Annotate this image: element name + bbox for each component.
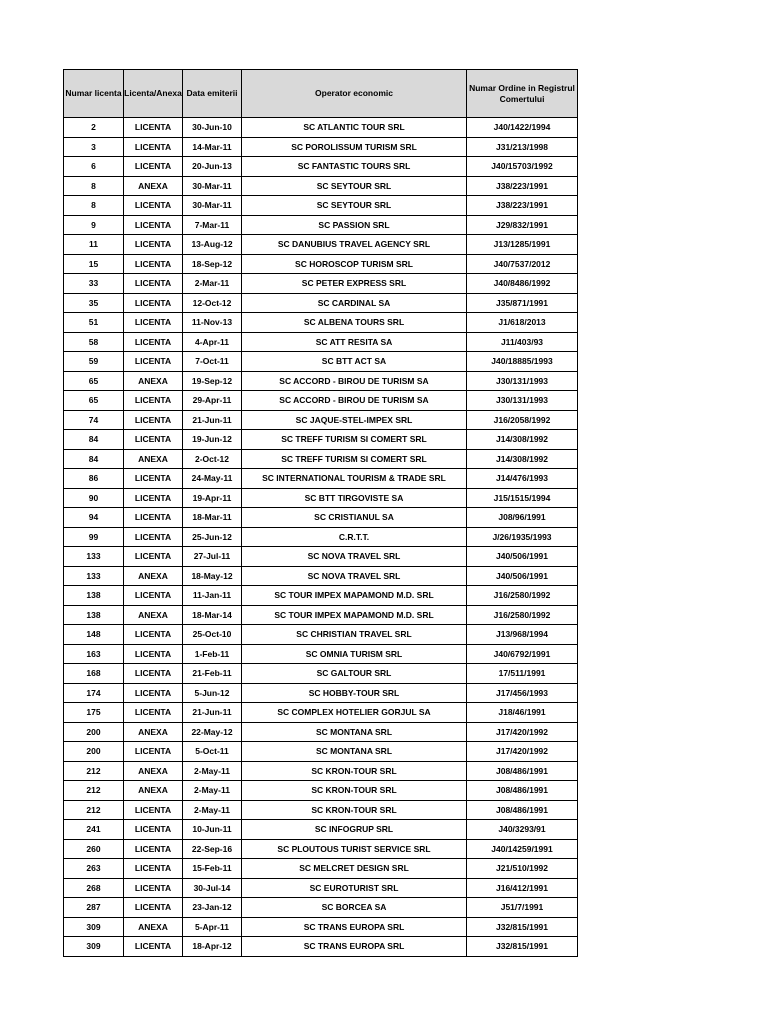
table-row	[64, 274, 578, 294]
cell-data-emiterii: 2-May-11	[183, 800, 242, 820]
cell-numar-ordine: J16/412/1991	[467, 878, 578, 898]
cell-numar-ordine: J16/2058/1992	[467, 410, 578, 430]
table-row	[64, 839, 578, 859]
header-row	[64, 70, 578, 118]
cell-numar-ordine: J14/308/1992	[467, 430, 578, 450]
license-table	[63, 69, 578, 957]
cell-operator-economic: SC JAQUE-STEL-IMPEX SRL	[242, 410, 467, 430]
cell-licenta-anexa: LICENTA	[124, 469, 183, 489]
cell-numar-licenta: 15	[64, 254, 124, 274]
cell-licenta-anexa: LICENTA	[124, 196, 183, 216]
cell-operator-economic: SC KRON-TOUR SRL	[242, 761, 467, 781]
cell-data-emiterii: 19-Apr-11	[183, 488, 242, 508]
cell-operator-economic: SC HOBBY-TOUR SRL	[242, 683, 467, 703]
cell-operator-economic: SC PLOUTOUS TURIST SERVICE SRL	[242, 839, 467, 859]
cell-numar-ordine: J40/506/1991	[467, 547, 578, 567]
cell-operator-economic: SC ACCORD - BIROU DE TURISM SA	[242, 371, 467, 391]
cell-operator-economic: SC SEYTOUR SRL	[242, 176, 467, 196]
cell-numar-licenta: 65	[64, 391, 124, 411]
cell-licenta-anexa: ANEXA	[124, 605, 183, 625]
table-row	[64, 508, 578, 528]
table-row	[64, 235, 578, 255]
table-row	[64, 469, 578, 489]
cell-data-emiterii: 24-May-11	[183, 469, 242, 489]
cell-data-emiterii: 22-Sep-16	[183, 839, 242, 859]
cell-numar-licenta: 59	[64, 352, 124, 372]
table-row	[64, 547, 578, 567]
table-row	[64, 332, 578, 352]
cell-operator-economic: SC MONTANA SRL	[242, 742, 467, 762]
cell-numar-ordine: J40/7537/2012	[467, 254, 578, 274]
cell-numar-ordine: J/26/1935/1993	[467, 527, 578, 547]
cell-numar-licenta: 138	[64, 586, 124, 606]
cell-data-emiterii: 18-Sep-12	[183, 254, 242, 274]
table-row	[64, 664, 578, 684]
cell-numar-licenta: 200	[64, 742, 124, 762]
table-row	[64, 430, 578, 450]
table-row	[64, 703, 578, 723]
table-row	[64, 644, 578, 664]
table-row	[64, 371, 578, 391]
cell-numar-licenta: 241	[64, 820, 124, 840]
cell-data-emiterii: 10-Jun-11	[183, 820, 242, 840]
cell-numar-ordine: J40/18885/1993	[467, 352, 578, 372]
cell-numar-ordine: J13/1285/1991	[467, 235, 578, 255]
table-row	[64, 625, 578, 645]
cell-licenta-anexa: ANEXA	[124, 449, 183, 469]
cell-data-emiterii: 2-Mar-11	[183, 274, 242, 294]
cell-licenta-anexa: LICENTA	[124, 625, 183, 645]
table-row	[64, 859, 578, 879]
cell-numar-ordine: J40/8486/1992	[467, 274, 578, 294]
cell-licenta-anexa: LICENTA	[124, 508, 183, 528]
cell-numar-ordine: J14/476/1993	[467, 469, 578, 489]
header-numar-licenta: Numar licenta	[64, 70, 124, 118]
table-row	[64, 449, 578, 469]
table-row	[64, 254, 578, 274]
cell-numar-licenta: 287	[64, 898, 124, 918]
cell-data-emiterii: 27-Jul-11	[183, 547, 242, 567]
cell-numar-ordine: J40/1422/1994	[467, 118, 578, 138]
cell-licenta-anexa: ANEXA	[124, 176, 183, 196]
table-row	[64, 937, 578, 957]
cell-operator-economic: SC DANUBIUS TRAVEL AGENCY SRL	[242, 235, 467, 255]
header-data-emiterii: Data emiterii	[183, 70, 242, 118]
cell-licenta-anexa: LICENTA	[124, 274, 183, 294]
table-row	[64, 391, 578, 411]
cell-data-emiterii: 13-Aug-12	[183, 235, 242, 255]
cell-numar-ordine: J30/131/1993	[467, 371, 578, 391]
cell-operator-economic: SC GALTOUR SRL	[242, 664, 467, 684]
cell-licenta-anexa: LICENTA	[124, 254, 183, 274]
cell-licenta-anexa: ANEXA	[124, 917, 183, 937]
table-row	[64, 566, 578, 586]
cell-numar-licenta: 212	[64, 781, 124, 801]
cell-data-emiterii: 5-Oct-11	[183, 742, 242, 762]
table-row	[64, 742, 578, 762]
cell-licenta-anexa: LICENTA	[124, 313, 183, 333]
table-row	[64, 488, 578, 508]
cell-licenta-anexa: LICENTA	[124, 293, 183, 313]
cell-data-emiterii: 12-Oct-12	[183, 293, 242, 313]
table-row	[64, 917, 578, 937]
cell-data-emiterii: 19-Sep-12	[183, 371, 242, 391]
cell-data-emiterii: 18-Mar-14	[183, 605, 242, 625]
cell-licenta-anexa: LICENTA	[124, 898, 183, 918]
table-row	[64, 761, 578, 781]
cell-licenta-anexa: LICENTA	[124, 391, 183, 411]
cell-licenta-anexa: ANEXA	[124, 781, 183, 801]
cell-numar-licenta: 212	[64, 800, 124, 820]
table-row	[64, 605, 578, 625]
cell-data-emiterii: 1-Feb-11	[183, 644, 242, 664]
cell-operator-economic: SC NOVA TRAVEL SRL	[242, 566, 467, 586]
cell-licenta-anexa: LICENTA	[124, 742, 183, 762]
cell-numar-ordine: J30/131/1993	[467, 391, 578, 411]
cell-numar-ordine: J31/213/1998	[467, 137, 578, 157]
cell-data-emiterii: 7-Mar-11	[183, 215, 242, 235]
cell-numar-licenta: 94	[64, 508, 124, 528]
cell-operator-economic: SC BTT ACT SA	[242, 352, 467, 372]
cell-operator-economic: SC KRON-TOUR SRL	[242, 800, 467, 820]
cell-licenta-anexa: LICENTA	[124, 488, 183, 508]
cell-numar-licenta: 99	[64, 527, 124, 547]
cell-data-emiterii: 21-Feb-11	[183, 664, 242, 684]
cell-operator-economic: SC NOVA TRAVEL SRL	[242, 547, 467, 567]
cell-operator-economic: SC BORCEA SA	[242, 898, 467, 918]
cell-operator-economic: SC COMPLEX HOTELIER GORJUL SA	[242, 703, 467, 723]
cell-numar-licenta: 84	[64, 449, 124, 469]
cell-data-emiterii: 5-Jun-12	[183, 683, 242, 703]
cell-numar-licenta: 133	[64, 566, 124, 586]
cell-numar-licenta: 33	[64, 274, 124, 294]
cell-operator-economic: SC EUROTURIST SRL	[242, 878, 467, 898]
cell-licenta-anexa: LICENTA	[124, 703, 183, 723]
cell-licenta-anexa: LICENTA	[124, 547, 183, 567]
cell-numar-licenta: 174	[64, 683, 124, 703]
cell-data-emiterii: 25-Oct-10	[183, 625, 242, 645]
cell-licenta-anexa: LICENTA	[124, 235, 183, 255]
cell-numar-licenta: 3	[64, 137, 124, 157]
cell-operator-economic: SC CHRISTIAN TRAVEL SRL	[242, 625, 467, 645]
cell-operator-economic: SC INTERNATIONAL TOURISM & TRADE SRL	[242, 469, 467, 489]
cell-numar-ordine: J32/815/1991	[467, 937, 578, 957]
cell-data-emiterii: 30-Mar-11	[183, 196, 242, 216]
cell-licenta-anexa: LICENTA	[124, 937, 183, 957]
cell-numar-ordine: J21/510/1992	[467, 859, 578, 879]
cell-numar-ordine: J08/486/1991	[467, 781, 578, 801]
cell-numar-licenta: 58	[64, 332, 124, 352]
cell-licenta-anexa: LICENTA	[124, 644, 183, 664]
cell-operator-economic: SC ALBENA TOURS SRL	[242, 313, 467, 333]
cell-operator-economic: SC TREFF TURISM SI COMERT SRL	[242, 449, 467, 469]
cell-licenta-anexa: LICENTA	[124, 157, 183, 177]
cell-operator-economic: SC CRISTIANUL SA	[242, 508, 467, 528]
cell-numar-licenta: 263	[64, 859, 124, 879]
cell-numar-ordine: J08/486/1991	[467, 800, 578, 820]
cell-operator-economic: SC HOROSCOP TURISM SRL	[242, 254, 467, 274]
table-row	[64, 176, 578, 196]
cell-numar-licenta: 90	[64, 488, 124, 508]
cell-numar-ordine: J17/456/1993	[467, 683, 578, 703]
table-row	[64, 215, 578, 235]
cell-data-emiterii: 30-Jul-14	[183, 878, 242, 898]
cell-operator-economic: SC KRON-TOUR SRL	[242, 781, 467, 801]
table-row	[64, 898, 578, 918]
cell-licenta-anexa: LICENTA	[124, 839, 183, 859]
cell-operator-economic: SC TREFF TURISM SI COMERT SRL	[242, 430, 467, 450]
cell-operator-economic: SC INFOGRUP SRL	[242, 820, 467, 840]
table-row	[64, 683, 578, 703]
cell-operator-economic: SC PETER EXPRESS SRL	[242, 274, 467, 294]
cell-operator-economic: SC PASSION SRL	[242, 215, 467, 235]
cell-numar-licenta: 168	[64, 664, 124, 684]
header-numar-ordine: Numar Ordine in Registrul Comertului	[467, 70, 578, 118]
cell-numar-ordine: J16/2580/1992	[467, 605, 578, 625]
table-row	[64, 878, 578, 898]
header-licenta-anexa: Licenta/Anexa	[124, 70, 183, 118]
cell-numar-ordine: J17/420/1992	[467, 742, 578, 762]
header-operator-economic: Operator economic	[242, 70, 467, 118]
cell-operator-economic: C.R.T.T.	[242, 527, 467, 547]
cell-numar-licenta: 86	[64, 469, 124, 489]
cell-numar-ordine: 17/511/1991	[467, 664, 578, 684]
cell-numar-licenta: 11	[64, 235, 124, 255]
cell-operator-economic: SC TOUR IMPEX MAPAMOND M.D. SRL	[242, 586, 467, 606]
table-body	[64, 118, 578, 957]
cell-data-emiterii: 7-Oct-11	[183, 352, 242, 372]
table-row	[64, 781, 578, 801]
cell-numar-licenta: 133	[64, 547, 124, 567]
cell-numar-licenta: 74	[64, 410, 124, 430]
cell-numar-licenta: 8	[64, 176, 124, 196]
cell-operator-economic: SC OMNIA TURISM SRL	[242, 644, 467, 664]
cell-numar-licenta: 200	[64, 722, 124, 742]
cell-licenta-anexa: ANEXA	[124, 371, 183, 391]
cell-numar-licenta: 65	[64, 371, 124, 391]
cell-data-emiterii: 15-Feb-11	[183, 859, 242, 879]
cell-data-emiterii: 18-Mar-11	[183, 508, 242, 528]
cell-numar-licenta: 138	[64, 605, 124, 625]
cell-numar-licenta: 148	[64, 625, 124, 645]
table-row	[64, 137, 578, 157]
cell-operator-economic: SC TRANS EUROPA SRL	[242, 937, 467, 957]
table-row	[64, 118, 578, 138]
cell-data-emiterii: 19-Jun-12	[183, 430, 242, 450]
cell-licenta-anexa: LICENTA	[124, 430, 183, 450]
cell-data-emiterii: 22-May-12	[183, 722, 242, 742]
cell-numar-ordine: J38/223/1991	[467, 176, 578, 196]
cell-data-emiterii: 11-Jan-11	[183, 586, 242, 606]
cell-numar-ordine: J11/403/93	[467, 332, 578, 352]
cell-numar-licenta: 163	[64, 644, 124, 664]
cell-data-emiterii: 30-Jun-10	[183, 118, 242, 138]
cell-numar-ordine: J13/968/1994	[467, 625, 578, 645]
cell-numar-ordine: J08/486/1991	[467, 761, 578, 781]
cell-operator-economic: SC CARDINAL SA	[242, 293, 467, 313]
cell-data-emiterii: 2-Oct-12	[183, 449, 242, 469]
cell-data-emiterii: 18-May-12	[183, 566, 242, 586]
cell-operator-economic: SC ATT RESITA SA	[242, 332, 467, 352]
cell-data-emiterii: 18-Apr-12	[183, 937, 242, 957]
cell-licenta-anexa: LICENTA	[124, 215, 183, 235]
cell-licenta-anexa: LICENTA	[124, 332, 183, 352]
cell-data-emiterii: 30-Mar-11	[183, 176, 242, 196]
cell-licenta-anexa: ANEXA	[124, 566, 183, 586]
cell-numar-licenta: 51	[64, 313, 124, 333]
cell-numar-licenta: 268	[64, 878, 124, 898]
cell-numar-ordine: J18/46/1991	[467, 703, 578, 723]
cell-numar-ordine: J40/506/1991	[467, 566, 578, 586]
cell-licenta-anexa: LICENTA	[124, 586, 183, 606]
cell-numar-licenta: 8	[64, 196, 124, 216]
cell-numar-ordine: J40/6792/1991	[467, 644, 578, 664]
table-row	[64, 820, 578, 840]
cell-data-emiterii: 2-May-11	[183, 781, 242, 801]
cell-operator-economic: SC TOUR IMPEX MAPAMOND M.D. SRL	[242, 605, 467, 625]
table-row	[64, 586, 578, 606]
cell-numar-licenta: 212	[64, 761, 124, 781]
cell-data-emiterii: 11-Nov-13	[183, 313, 242, 333]
table-row	[64, 157, 578, 177]
cell-numar-licenta: 260	[64, 839, 124, 859]
cell-operator-economic: SC MONTANA SRL	[242, 722, 467, 742]
cell-licenta-anexa: LICENTA	[124, 118, 183, 138]
cell-licenta-anexa: LICENTA	[124, 878, 183, 898]
cell-numar-ordine: J38/223/1991	[467, 196, 578, 216]
cell-licenta-anexa: LICENTA	[124, 664, 183, 684]
cell-operator-economic: SC ATLANTIC TOUR SRL	[242, 118, 467, 138]
cell-data-emiterii: 29-Apr-11	[183, 391, 242, 411]
cell-numar-ordine: J08/96/1991	[467, 508, 578, 528]
cell-numar-ordine: J40/3293/91	[467, 820, 578, 840]
cell-operator-economic: SC POROLISSUM TURISM SRL	[242, 137, 467, 157]
table-row	[64, 313, 578, 333]
cell-operator-economic: SC SEYTOUR SRL	[242, 196, 467, 216]
cell-numar-ordine: J40/14259/1991	[467, 839, 578, 859]
cell-numar-ordine: J15/1515/1994	[467, 488, 578, 508]
cell-licenta-anexa: LICENTA	[124, 800, 183, 820]
cell-numar-ordine: J32/815/1991	[467, 917, 578, 937]
cell-numar-ordine: J16/2580/1992	[467, 586, 578, 606]
cell-data-emiterii: 21-Jun-11	[183, 703, 242, 723]
cell-operator-economic: SC ACCORD - BIROU DE TURISM SA	[242, 391, 467, 411]
cell-data-emiterii: 20-Jun-13	[183, 157, 242, 177]
table-row	[64, 196, 578, 216]
cell-numar-licenta: 6	[64, 157, 124, 177]
cell-numar-licenta: 2	[64, 118, 124, 138]
cell-data-emiterii: 21-Jun-11	[183, 410, 242, 430]
cell-licenta-anexa: ANEXA	[124, 761, 183, 781]
cell-licenta-anexa: LICENTA	[124, 820, 183, 840]
cell-licenta-anexa: LICENTA	[124, 410, 183, 430]
cell-operator-economic: SC BTT TIRGOVISTE SA	[242, 488, 467, 508]
cell-numar-licenta: 175	[64, 703, 124, 723]
cell-licenta-anexa: LICENTA	[124, 527, 183, 547]
table-row	[64, 293, 578, 313]
cell-data-emiterii: 14-Mar-11	[183, 137, 242, 157]
cell-data-emiterii: 2-May-11	[183, 761, 242, 781]
cell-numar-ordine: J14/308/1992	[467, 449, 578, 469]
cell-numar-licenta: 309	[64, 917, 124, 937]
cell-numar-licenta: 35	[64, 293, 124, 313]
cell-licenta-anexa: LICENTA	[124, 352, 183, 372]
cell-numar-ordine: J1/618/2013	[467, 313, 578, 333]
cell-licenta-anexa: ANEXA	[124, 722, 183, 742]
cell-numar-ordine: J29/832/1991	[467, 215, 578, 235]
cell-numar-ordine: J35/871/1991	[467, 293, 578, 313]
table-row	[64, 800, 578, 820]
cell-numar-licenta: 309	[64, 937, 124, 957]
table-row	[64, 527, 578, 547]
table-row	[64, 352, 578, 372]
cell-numar-ordine: J51/7/1991	[467, 898, 578, 918]
cell-data-emiterii: 23-Jan-12	[183, 898, 242, 918]
cell-operator-economic: SC MELCRET DESIGN SRL	[242, 859, 467, 879]
cell-data-emiterii: 4-Apr-11	[183, 332, 242, 352]
cell-operator-economic: SC FANTASTIC TOURS SRL	[242, 157, 467, 177]
cell-operator-economic: SC TRANS EUROPA SRL	[242, 917, 467, 937]
cell-numar-ordine: J17/420/1992	[467, 722, 578, 742]
cell-numar-ordine: J40/15703/1992	[467, 157, 578, 177]
cell-data-emiterii: 25-Jun-12	[183, 527, 242, 547]
cell-numar-licenta: 9	[64, 215, 124, 235]
table-row	[64, 722, 578, 742]
cell-numar-licenta: 84	[64, 430, 124, 450]
table-row	[64, 410, 578, 430]
cell-licenta-anexa: LICENTA	[124, 137, 183, 157]
cell-data-emiterii: 5-Apr-11	[183, 917, 242, 937]
cell-licenta-anexa: LICENTA	[124, 683, 183, 703]
cell-licenta-anexa: LICENTA	[124, 859, 183, 879]
